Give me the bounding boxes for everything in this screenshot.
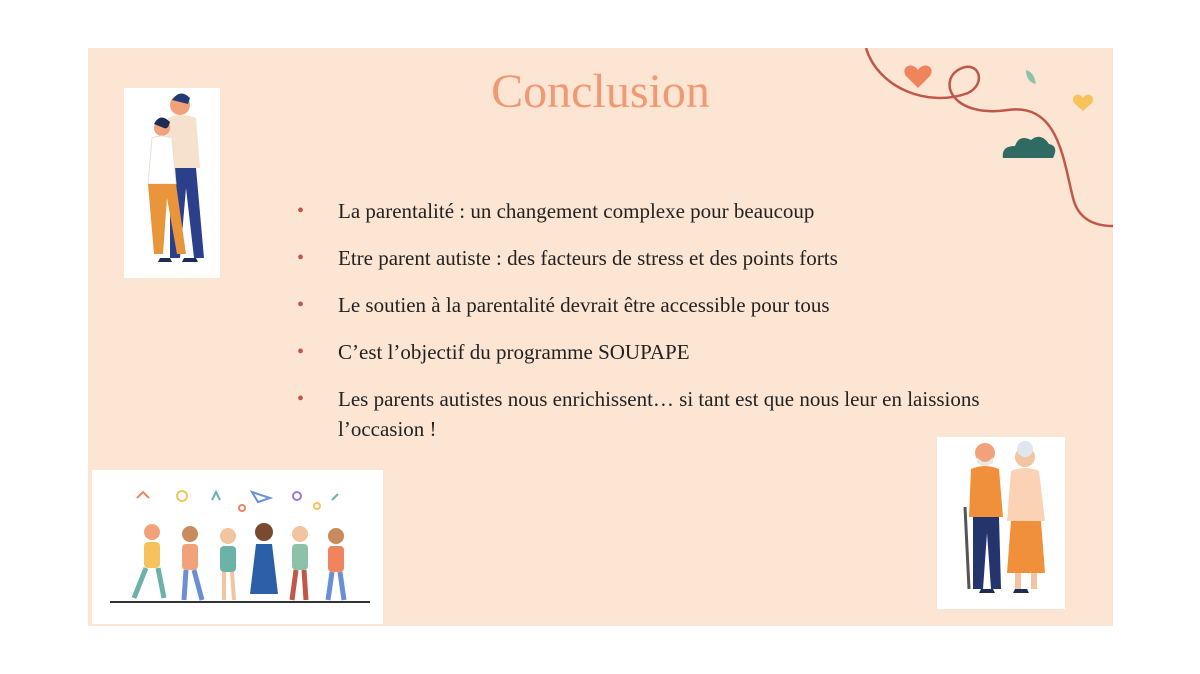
bullet-item: • Le soutien à la parentalité devrait être accessible pour tous [293,290,1053,320]
bullet-icon: • [297,247,305,269]
bush-icon [1003,137,1056,158]
bullet-icon: • [297,200,305,222]
slide-title: Conclusion [491,65,710,118]
bullet-item: • Les parents autistes nous enrichissent… si tant est que nous leur en laissions l’occasion ! [293,384,1053,444]
bullet-item: • Etre parent autiste : des facteurs de stress et des points forts [293,243,1053,273]
bullet-icon: • [297,294,305,316]
elderly-couple-illustration [937,437,1065,609]
children-illustration [92,470,383,624]
bullet-icon: • [297,341,305,363]
bullet-item: • C’est l’objectif du programme SOUPAPE [293,337,1053,367]
slide [88,48,1113,626]
bullet-item: • La parentalité : un changement complexe pour beaucoup [293,196,1053,226]
conclusion-bullet-list [293,196,1053,461]
bullet-icon: • [297,388,305,410]
